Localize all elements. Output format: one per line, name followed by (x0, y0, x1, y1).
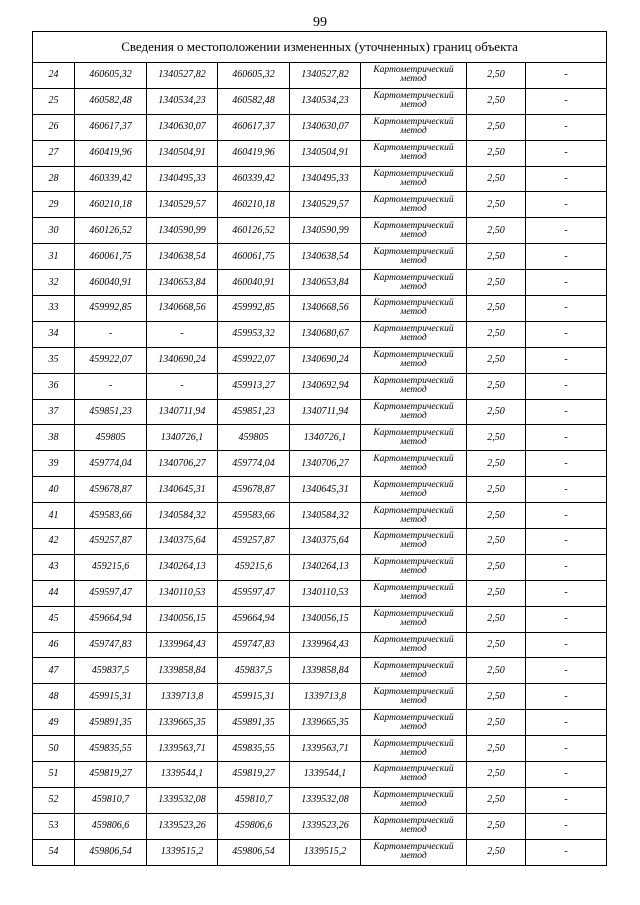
cell-method: Картометрический метод (361, 114, 467, 140)
cell-description: - (526, 399, 607, 425)
cell-new-x: 459597,47 (218, 580, 290, 606)
cell-old-y: 1340375,64 (147, 529, 218, 555)
cell-point-number: 30 (33, 218, 75, 244)
cell-point-number: 41 (33, 503, 75, 529)
cell-point-number: 28 (33, 166, 75, 192)
cell-point-number: 49 (33, 710, 75, 736)
cell-new-y: 1340056,15 (290, 606, 361, 632)
cell-new-x: 459851,23 (218, 399, 290, 425)
cell-old-y: 1340706,27 (147, 451, 218, 477)
table-row (33, 114, 607, 140)
cell-new-y: 1340630,07 (290, 114, 361, 140)
cell-old-x: 459806,6 (75, 813, 147, 839)
cell-description: - (526, 658, 607, 684)
cell-method: Картометрический метод (361, 477, 467, 503)
cell-new-y: 1339713,8 (290, 684, 361, 710)
cell-new-x: 459913,27 (218, 373, 290, 399)
cell-old-y: 1339713,8 (147, 684, 218, 710)
cell-new-x: 459583,66 (218, 503, 290, 529)
cell-old-y: 1340630,07 (147, 114, 218, 140)
cell-new-y: 1340534,23 (290, 88, 361, 114)
cell-old-y: 1340110,53 (147, 580, 218, 606)
cell-method: Картометрический метод (361, 813, 467, 839)
cell-old-x: 459806,54 (75, 839, 147, 865)
cell-new-y: 1340638,54 (290, 244, 361, 270)
cell-point-number: 29 (33, 192, 75, 218)
cell-point-number: 38 (33, 425, 75, 451)
cell-old-x: 460339,42 (75, 166, 147, 192)
cell-method: Картометрический метод (361, 425, 467, 451)
cell-old-y: 1340584,32 (147, 503, 218, 529)
cell-precision: 2,50 (467, 321, 526, 347)
cell-method: Картометрический метод (361, 762, 467, 788)
cell-old-x: 459851,23 (75, 399, 147, 425)
table-row (33, 606, 607, 632)
cell-old-x: 459805 (75, 425, 147, 451)
cell-method: Картометрический метод (361, 554, 467, 580)
cell-new-y: 1340706,27 (290, 451, 361, 477)
cell-precision: 2,50 (467, 736, 526, 762)
cell-precision: 2,50 (467, 192, 526, 218)
cell-point-number: 34 (33, 321, 75, 347)
cell-new-x: 459891,35 (218, 710, 290, 736)
cell-old-x: 459747,83 (75, 632, 147, 658)
cell-method: Картометрический метод (361, 88, 467, 114)
cell-point-number: 54 (33, 839, 75, 865)
page-number: 99 (313, 15, 327, 30)
cell-old-y: 1340711,94 (147, 399, 218, 425)
cell-point-number: 24 (33, 63, 75, 89)
table-row (33, 813, 607, 839)
cell-new-x: 459819,27 (218, 762, 290, 788)
cell-description: - (526, 451, 607, 477)
cell-new-y: 1340645,31 (290, 477, 361, 503)
cell-description: - (526, 114, 607, 140)
cell-old-y: 1339964,43 (147, 632, 218, 658)
cell-new-y: 1339964,43 (290, 632, 361, 658)
cell-old-y: 1339544,1 (147, 762, 218, 788)
table-row (33, 477, 607, 503)
cell-old-y: 1340645,31 (147, 477, 218, 503)
cell-new-x: 460605,32 (218, 63, 290, 89)
table-row (33, 140, 607, 166)
cell-method: Картометрический метод (361, 684, 467, 710)
cell-old-y: 1340590,99 (147, 218, 218, 244)
cell-precision: 2,50 (467, 787, 526, 813)
cell-precision: 2,50 (467, 373, 526, 399)
cell-old-y: 1340495,33 (147, 166, 218, 192)
cell-description: - (526, 606, 607, 632)
cell-new-x: 460617,37 (218, 114, 290, 140)
table-row (33, 503, 607, 529)
cell-new-y: 1340584,32 (290, 503, 361, 529)
cell-old-x: - (75, 373, 147, 399)
cell-new-y: 1340692,94 (290, 373, 361, 399)
cell-old-x: 460605,32 (75, 63, 147, 89)
cell-method: Картометрический метод (361, 192, 467, 218)
cell-new-x: 460061,75 (218, 244, 290, 270)
cell-old-x: 459835,55 (75, 736, 147, 762)
table-title: Сведения о местоположении измененных (уточненных) границ объекта (33, 32, 607, 63)
cell-precision: 2,50 (467, 451, 526, 477)
cell-description: - (526, 503, 607, 529)
cell-point-number: 51 (33, 762, 75, 788)
cell-point-number: 43 (33, 554, 75, 580)
cell-method: Картометрический метод (361, 632, 467, 658)
cell-point-number: 37 (33, 399, 75, 425)
cell-old-y: 1340534,23 (147, 88, 218, 114)
cell-precision: 2,50 (467, 684, 526, 710)
cell-old-x: 459664,94 (75, 606, 147, 632)
cell-old-y: 1340638,54 (147, 244, 218, 270)
cell-new-y: 1339532,08 (290, 787, 361, 813)
cell-point-number: 52 (33, 787, 75, 813)
cell-new-y: 1340711,94 (290, 399, 361, 425)
cell-point-number: 44 (33, 580, 75, 606)
table-row (33, 762, 607, 788)
cell-new-y: 1340653,84 (290, 270, 361, 296)
cell-description: - (526, 762, 607, 788)
cell-new-x: 459810,7 (218, 787, 290, 813)
cell-precision: 2,50 (467, 425, 526, 451)
cell-precision: 2,50 (467, 63, 526, 89)
cell-description: - (526, 63, 607, 89)
table-row (33, 451, 607, 477)
table-row (33, 88, 607, 114)
cell-method: Картометрический метод (361, 218, 467, 244)
cell-point-number: 32 (33, 270, 75, 296)
cell-new-y: 1340375,64 (290, 529, 361, 555)
cell-new-x: 459678,87 (218, 477, 290, 503)
cell-old-x: 459678,87 (75, 477, 147, 503)
cell-description: - (526, 477, 607, 503)
table-row (33, 399, 607, 425)
cell-point-number: 36 (33, 373, 75, 399)
table-row (33, 166, 607, 192)
cell-old-y: 1339858,84 (147, 658, 218, 684)
table-row (33, 321, 607, 347)
table-row (33, 373, 607, 399)
cell-new-x: 460040,91 (218, 270, 290, 296)
cell-method: Картометрический метод (361, 658, 467, 684)
cell-description: - (526, 684, 607, 710)
cell-precision: 2,50 (467, 399, 526, 425)
cell-new-y: 1340529,57 (290, 192, 361, 218)
cell-new-y: 1340495,33 (290, 166, 361, 192)
cell-method: Картометрический метод (361, 270, 467, 296)
cell-old-x: 459774,04 (75, 451, 147, 477)
cell-old-x: 459992,85 (75, 296, 147, 322)
cell-method: Картометрический метод (361, 347, 467, 373)
cell-method: Картометрический метод (361, 399, 467, 425)
cell-precision: 2,50 (467, 140, 526, 166)
cell-new-x: 460210,18 (218, 192, 290, 218)
cell-precision: 2,50 (467, 813, 526, 839)
cell-new-y: 1339544,1 (290, 762, 361, 788)
cell-old-y: 1339665,35 (147, 710, 218, 736)
cell-description: - (526, 425, 607, 451)
cell-method: Картометрический метод (361, 529, 467, 555)
cell-description: - (526, 140, 607, 166)
cell-old-y: 1340056,15 (147, 606, 218, 632)
cell-method: Картометрический метод (361, 736, 467, 762)
table-row (33, 839, 607, 865)
cell-old-x: - (75, 321, 147, 347)
cell-old-x: 460419,96 (75, 140, 147, 166)
cell-precision: 2,50 (467, 580, 526, 606)
cell-method: Картометрический метод (361, 451, 467, 477)
table-row (33, 192, 607, 218)
cell-method: Картометрический метод (361, 710, 467, 736)
cell-point-number: 53 (33, 813, 75, 839)
cell-precision: 2,50 (467, 347, 526, 373)
table-row (33, 529, 607, 555)
cell-new-y: 1339515,2 (290, 839, 361, 865)
cell-new-y: 1340668,56 (290, 296, 361, 322)
cell-old-x: 459257,87 (75, 529, 147, 555)
cell-method: Картометрический метод (361, 244, 467, 270)
cell-new-x: 459953,32 (218, 321, 290, 347)
cell-point-number: 42 (33, 529, 75, 555)
table-row (33, 244, 607, 270)
cell-old-y: 1340668,56 (147, 296, 218, 322)
cell-old-x: 459810,7 (75, 787, 147, 813)
cell-precision: 2,50 (467, 166, 526, 192)
table-row (33, 63, 607, 89)
cell-new-x: 460419,96 (218, 140, 290, 166)
cell-description: - (526, 192, 607, 218)
cell-old-x: 460061,75 (75, 244, 147, 270)
cell-description: - (526, 554, 607, 580)
cell-old-x: 459597,47 (75, 580, 147, 606)
cell-old-y: 1339563,71 (147, 736, 218, 762)
cell-new-x: 459992,85 (218, 296, 290, 322)
cell-new-x: 460582,48 (218, 88, 290, 114)
cell-old-x: 460617,37 (75, 114, 147, 140)
cell-precision: 2,50 (467, 632, 526, 658)
cell-description: - (526, 88, 607, 114)
cell-old-x: 460040,91 (75, 270, 147, 296)
cell-point-number: 31 (33, 244, 75, 270)
cell-method: Картометрический метод (361, 787, 467, 813)
cell-precision: 2,50 (467, 503, 526, 529)
cell-new-x: 460126,52 (218, 218, 290, 244)
cell-precision: 2,50 (467, 710, 526, 736)
cell-new-x: 459747,83 (218, 632, 290, 658)
cell-method: Картометрический метод (361, 503, 467, 529)
cell-old-y: - (147, 321, 218, 347)
cell-new-x: 459835,55 (218, 736, 290, 762)
cell-new-y: 1340527,82 (290, 63, 361, 89)
cell-description: - (526, 373, 607, 399)
cell-new-y: 1340110,53 (290, 580, 361, 606)
table-row (33, 347, 607, 373)
cell-new-x: 460339,42 (218, 166, 290, 192)
cell-description: - (526, 632, 607, 658)
cell-old-x: 459819,27 (75, 762, 147, 788)
cell-point-number: 39 (33, 451, 75, 477)
cell-description: - (526, 270, 607, 296)
cell-new-x: 459805 (218, 425, 290, 451)
cell-old-y: 1340653,84 (147, 270, 218, 296)
cell-old-y: 1340527,82 (147, 63, 218, 89)
cell-old-x: 460582,48 (75, 88, 147, 114)
cell-new-y: 1340264,13 (290, 554, 361, 580)
cell-new-y: 1340680,67 (290, 321, 361, 347)
cell-old-x: 459922,07 (75, 347, 147, 373)
cell-method: Картометрический метод (361, 373, 467, 399)
cell-precision: 2,50 (467, 88, 526, 114)
table-row (33, 296, 607, 322)
cell-old-y: 1339523,26 (147, 813, 218, 839)
table-title-row (33, 32, 607, 63)
cell-new-y: 1340690,24 (290, 347, 361, 373)
cell-point-number: 45 (33, 606, 75, 632)
table-row (33, 632, 607, 658)
cell-description: - (526, 218, 607, 244)
cell-new-y: 1339858,84 (290, 658, 361, 684)
cell-point-number: 27 (33, 140, 75, 166)
table-row (33, 580, 607, 606)
cell-new-y: 1339665,35 (290, 710, 361, 736)
cell-old-x: 459215,6 (75, 554, 147, 580)
cell-description: - (526, 347, 607, 373)
cell-old-y: 1340690,24 (147, 347, 218, 373)
cell-method: Картометрический метод (361, 839, 467, 865)
cell-precision: 2,50 (467, 218, 526, 244)
cell-old-x: 459837,5 (75, 658, 147, 684)
cell-new-x: 459215,6 (218, 554, 290, 580)
cell-description: - (526, 296, 607, 322)
cell-old-x: 459583,66 (75, 503, 147, 529)
cell-method: Картометрический метод (361, 606, 467, 632)
table-row (33, 658, 607, 684)
table-row (33, 218, 607, 244)
cell-description: - (526, 244, 607, 270)
cell-point-number: 50 (33, 736, 75, 762)
cell-new-x: 459915,31 (218, 684, 290, 710)
cell-description: - (526, 580, 607, 606)
cell-old-y: 1339532,08 (147, 787, 218, 813)
cell-new-x: 459806,54 (218, 839, 290, 865)
cell-old-x: 459891,35 (75, 710, 147, 736)
boundary-coordinates-table (32, 31, 607, 866)
cell-method: Картометрический метод (361, 580, 467, 606)
cell-precision: 2,50 (467, 270, 526, 296)
cell-new-x: 459922,07 (218, 347, 290, 373)
cell-method: Картометрический метод (361, 140, 467, 166)
cell-new-x: 459664,94 (218, 606, 290, 632)
cell-old-y: 1340726,1 (147, 425, 218, 451)
cell-precision: 2,50 (467, 296, 526, 322)
cell-new-x: 459806,6 (218, 813, 290, 839)
table-row (33, 270, 607, 296)
cell-point-number: 40 (33, 477, 75, 503)
cell-description: - (526, 321, 607, 347)
cell-point-number: 48 (33, 684, 75, 710)
cell-new-y: 1339523,26 (290, 813, 361, 839)
cell-description: - (526, 839, 607, 865)
cell-precision: 2,50 (467, 658, 526, 684)
cell-old-y: 1340264,13 (147, 554, 218, 580)
cell-precision: 2,50 (467, 114, 526, 140)
cell-new-y: 1340590,99 (290, 218, 361, 244)
table-row (33, 710, 607, 736)
cell-new-y: 1340726,1 (290, 425, 361, 451)
cell-old-x: 460210,18 (75, 192, 147, 218)
cell-method: Картометрический метод (361, 296, 467, 322)
cell-point-number: 35 (33, 347, 75, 373)
table-row (33, 684, 607, 710)
cell-description: - (526, 813, 607, 839)
cell-point-number: 25 (33, 88, 75, 114)
cell-new-x: 459774,04 (218, 451, 290, 477)
cell-new-x: 459837,5 (218, 658, 290, 684)
cell-method: Картометрический метод (361, 321, 467, 347)
cell-description: - (526, 736, 607, 762)
table-body (33, 63, 607, 866)
cell-old-y: 1340504,91 (147, 140, 218, 166)
cell-point-number: 26 (33, 114, 75, 140)
cell-new-y: 1339563,71 (290, 736, 361, 762)
cell-new-x: 459257,87 (218, 529, 290, 555)
table-row (33, 425, 607, 451)
cell-old-x: 459915,31 (75, 684, 147, 710)
cell-description: - (526, 529, 607, 555)
cell-old-y: 1340529,57 (147, 192, 218, 218)
cell-point-number: 47 (33, 658, 75, 684)
cell-precision: 2,50 (467, 762, 526, 788)
cell-old-y: - (147, 373, 218, 399)
cell-point-number: 33 (33, 296, 75, 322)
cell-new-y: 1340504,91 (290, 140, 361, 166)
table-row (33, 554, 607, 580)
table-row (33, 736, 607, 762)
cell-method: Картометрический метод (361, 63, 467, 89)
cell-precision: 2,50 (467, 477, 526, 503)
cell-precision: 2,50 (467, 529, 526, 555)
cell-description: - (526, 166, 607, 192)
cell-description: - (526, 710, 607, 736)
table-row (33, 787, 607, 813)
cell-point-number: 46 (33, 632, 75, 658)
cell-method: Картометрический метод (361, 166, 467, 192)
cell-precision: 2,50 (467, 554, 526, 580)
cell-precision: 2,50 (467, 839, 526, 865)
cell-description: - (526, 787, 607, 813)
cell-old-x: 460126,52 (75, 218, 147, 244)
cell-precision: 2,50 (467, 244, 526, 270)
cell-precision: 2,50 (467, 606, 526, 632)
cell-old-y: 1339515,2 (147, 839, 218, 865)
